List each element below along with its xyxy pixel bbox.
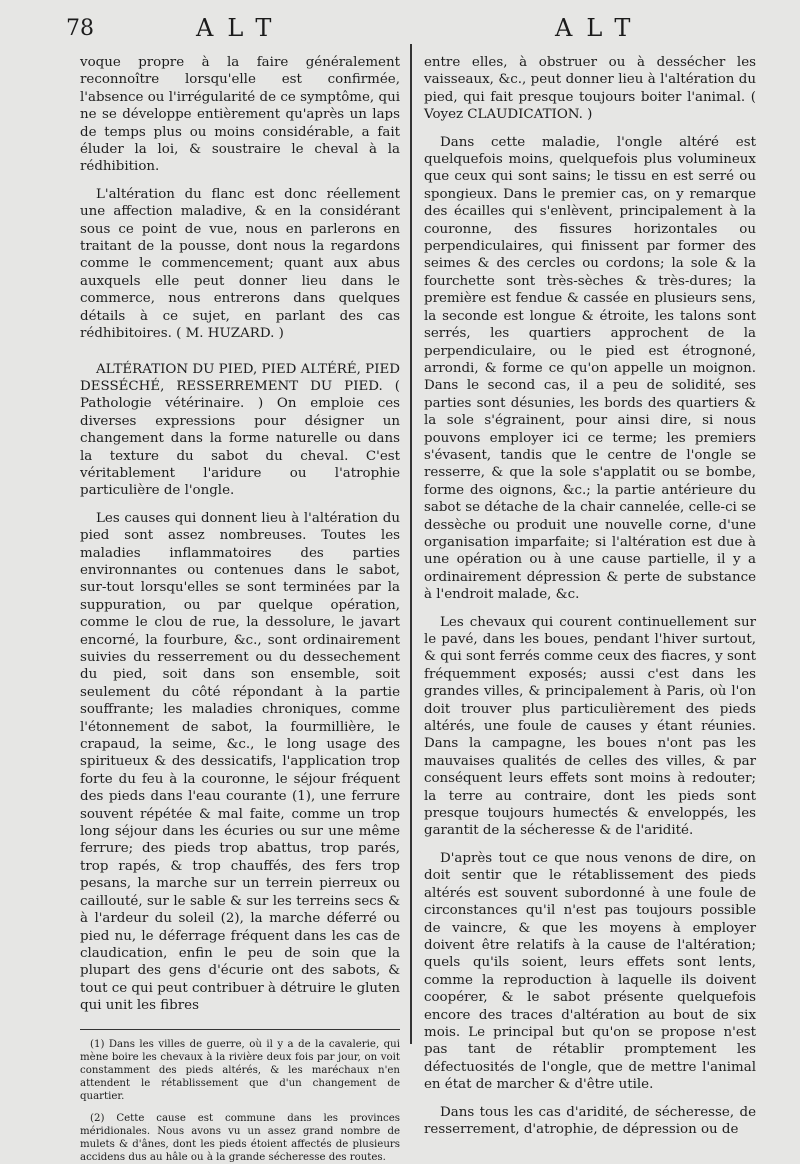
running-head-right: ALT: [555, 14, 645, 42]
footnote-2: (2) Cette cause est commune dans les provinces méridionales. Nous avons vu un assez grand nombre de mulets & d'ânes, dont les pieds étoient affectés de plusieurs accidens dus au hâle ou à la grande sécheresse des routes.: [80, 1112, 400, 1164]
footnote-1: (1) Dans les villes de guerre, où il y a de la cavalerie, qui mène boire les chevaux à la rivière deux fois par jour, on voit constamment des pieds altérés, & les maréchaux n'en attendent le rétablissement que d'un changement de quartier.: [80, 1038, 400, 1103]
paragraph: Dans cette maladie, l'ongle altéré est quelquefois moins, quelquefois plus volumineux que ceux qui sont sains; le tissu en est serré ou spongieux. Dans le premier cas, on y remarque des écailles qui s'enlèvent, principalement à la couronne, des fissures horizontales ou perpendiculaires, qui finissent par former des seimes & des cercles ou cordons; la sole & la fourchette sont très-sèches & très-dures; la première est fendue & cassée en plusieurs sens, la seconde est longue & étroite, les talons sont serrés, les quartiers approchent de la perpendiculaire, ou le pied est étrognoné, arrondi, & forme ce qu'on appelle un moignon. Dans le second cas, il a peu de solidité, ses parties sont désunies, les bords des quartiers & la sole s'égrainent, pour ainsi dire, si nous pouvons employer ici ce terme; les premiers s'évasent, tandis que le centre de l'ongle se resserre, & que la sole s'applatit ou se bombe, forme des oignons, &c.; la partie antérieure du sabot se détache de la chair cannelée, celle-ci se dessèche ou produit une nouvelle corne, d'une organisation imparfaite; si l'altération est due à une opération ou à une cause partielle, il y a ordinairement dépression & perte de substance à l'endroit malade, &c.: [424, 134, 756, 603]
paragraph: Les chevaux qui courent continuellement sur le pavé, dans les boues, pendant l'hiver surtout, & qui sont ferrés comme ceux des fiacres, y sont fréquemment exposés; aussi c'est dans les grandes villes, & principalement à Paris, où l'on doit trouver plus particulièrement des pieds altérés, une foule de causes y étant réunies. Dans la campagne, les boues n'ont pas les mauvaises qualités de celles des villes, & par conséquent leurs effets sont moins à redouter; la terre au contraire, dont les pieds sont presque toujours humectés & enveloppés, les garantit de la sécheresse & de l'aridité.: [424, 614, 756, 839]
column-divider: [410, 44, 412, 1044]
footnote-rule: [80, 1029, 400, 1030]
article-heading-paragraph: ALTÉRATION DU PIED, PIED ALTÉRÉ, PIED DESSÉCHÉ, RESSERREMENT DU PIED. ( Pathologie vétérinaire. ) On emploie ces diverses expressions pour désigner un changement dans la forme naturelle ou dans la texture du sabot du cheval. C'est véritablement l'aridure ou l'atrophie particulière de l'ongle.: [80, 361, 400, 499]
paragraph: D'après tout ce que nous venons de dire, on doit sentir que le rétablissement des pieds altérés est souvent subordonné à une foule de circonstances qu'il n'est pas toujours possible de vaincre, & que les moyens à employer doivent être relatifs à la cause de l'altération; quels qu'ils soient, leurs effets sont lents, comme la reproduction à laquelle ils doivent coopérer, & le sabot présente quelquefois encore des traces d'altération au bout de six mois. Le principal but qu'on se propose n'est pas tant de rétablir promptement les défectuosités de l'ongle, que de mettre l'animal en état de marcher & d'être utile.: [424, 850, 756, 1093]
paragraph: voque propre à la faire généralement reconnoître lorsqu'elle est confirmée, l'absence ou l'irrégularité de ce symptôme, qui ne se développe entièrement qu'après un laps de temps plus ou moins considérable, a fait éluder la loi, & soustraire le cheval à la rédhibition.: [80, 55, 400, 175]
running-head-left: ALT: [196, 14, 286, 42]
paragraph: Dans tous les cas d'aridité, de sécheresse, de resserrement, d'atrophie, de dépression ou de: [424, 1104, 756, 1137]
left-column: [80, 54, 400, 1164]
paragraph: entre elles, à obstruer ou à dessécher les vaisseaux, &c., peut donner lieu à l'altération du pied, qui fait presque toujours boiter l'animal. ( Voyez CLAUDICATION. ): [424, 55, 756, 123]
page-number: 78: [66, 16, 94, 41]
right-column: [424, 54, 756, 1138]
paragraph: L'altération du flanc est donc réellement une affection maladive, & en la considérant sous ce point de vue, nous en parlerons en traitant de la pousse, dont nous la regardons comme le commencement; quant aux abus auxquels elle peut donner lieu dans le commerce, nous entrerons dans quelques détails à ce sujet, en parlant des cas rédhibitoires. ( M. HUZARD. ): [80, 186, 400, 342]
page-header: [0, 10, 800, 50]
paragraph: Les causes qui donnent lieu à l'altération du pied sont assez nombreuses. Toutes les maladies inflammatoires des parties environnantes ou contenues dans le sabot, sur-tout lorsqu'elles se sont terminées par la suppuration, ou par quelque opération, comme le clou de rue, la dessolure, le javart encorné, la fourbure, &c., sont ordinairement suivies du resserrement ou du dessechement du pied, soit dans son ensemble, soit seulement du côté répondant à la partie souffrante; les maladies chroniques, comme l'étonnement de sabot, la fourmillière, le crapaud, la seime, &c., le long usage des spiritueux & des dessicatifs, l'application trop forte du feu à la couronne, le séjour fréquent des pieds dans l'eau courante (1), une ferrure souvent répétée & mal faite, comme un trop long séjour dans les écuries ou sur une même ferrure; des pieds trop abattus, trop parés, trop rapés, & trop chauffés, des fers trop pesans, la marche sur un terrein pierreux ou caillouté, sur le sable & sur les terreins secs & à l'ardeur du soleil (2), la marche déferré ou pied nu, le déferrage fréquent dans les cas de claudication, enfin le peu de soin que la plupart des gens d'écurie ont des sabots, & tout ce qui peut contribuer à détruire le gluten qui unit les fibres: [80, 510, 400, 1014]
